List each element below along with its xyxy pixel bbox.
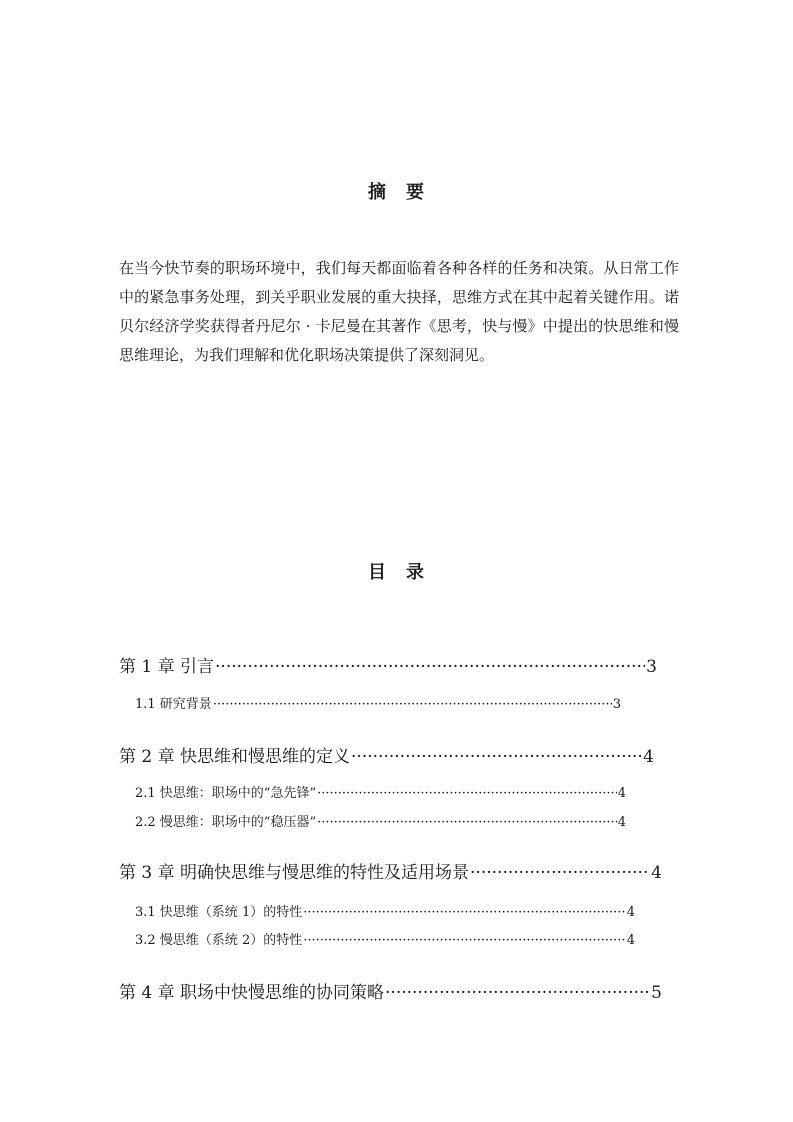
toc-chapter-3[interactable]	[119, 858, 662, 883]
toc-entry-label: 第 2 章 快思维和慢思维的定义	[119, 747, 351, 767]
toc-page-number: 3	[612, 697, 621, 712]
toc-title: 目 录	[368, 562, 425, 583]
toc-section-2-1[interactable]	[135, 782, 626, 801]
toc-chapter-1[interactable]	[119, 652, 657, 677]
abstract-body: 在当今快节奏的职场环境中，我们每天都面临着各种各样的任务和决策。从日常工作中的紧急事务处理，到关乎职业发展的重大抉择，思维方式在其中起着关键作用。诺贝尔经济学奖获得者丹尼尔 · 卡尼曼在其著作《思考，快与慢》中提出的快思维和慢思维理论，为我们理解和优化职场决策提供了深刻洞见。	[119, 259, 679, 364]
toc-page-number: 4	[643, 747, 654, 767]
abstract-title: 摘 要	[368, 182, 425, 203]
dot-leader	[213, 697, 612, 712]
toc-chapter-2[interactable]	[119, 742, 654, 767]
toc-page-number: 4	[617, 815, 626, 830]
toc-entry-label: 2.2 慢思维：职场中的“稳压器”	[135, 815, 317, 830]
toc-entry-label: 第 1 章 引言	[119, 657, 215, 677]
dot-leader	[215, 657, 645, 677]
toc-entry-label: 3.1 快思维（系统 1）的特性	[135, 905, 303, 920]
toc-page-number: 5	[651, 983, 662, 1003]
dot-leader	[303, 933, 626, 948]
toc-entry-label: 第 4 章 职场中快慢思维的协同策略	[119, 983, 385, 1003]
dot-leader	[351, 747, 642, 767]
dot-leader	[470, 863, 650, 883]
toc-entry-label: 第 3 章 明确快思维与慢思维的特性及适用场景	[119, 863, 470, 883]
toc-page-number: 3	[646, 657, 657, 677]
toc-section-3-1[interactable]	[135, 901, 635, 920]
dot-leader	[303, 905, 626, 920]
toc-entry-label: 1.1 研究背景	[135, 697, 212, 712]
toc-page-number: 4	[651, 863, 662, 883]
toc-page-number: 4	[626, 905, 635, 920]
toc-chapter-4[interactable]	[119, 978, 662, 1003]
toc-entry-label: 2.1 快思维：职场中的“急先锋”	[135, 786, 317, 801]
toc-page-number: 4	[617, 786, 626, 801]
toc-page-number: 4	[626, 933, 635, 948]
toc-entry-label: 3.2 慢思维（系统 2）的特性	[135, 933, 303, 948]
dot-leader	[317, 815, 617, 830]
toc-section-2-2[interactable]	[135, 811, 626, 830]
toc-section-3-2[interactable]	[135, 929, 635, 948]
dot-leader	[385, 983, 650, 1003]
dot-leader	[317, 786, 617, 801]
toc-section-1-1[interactable]	[135, 693, 621, 712]
